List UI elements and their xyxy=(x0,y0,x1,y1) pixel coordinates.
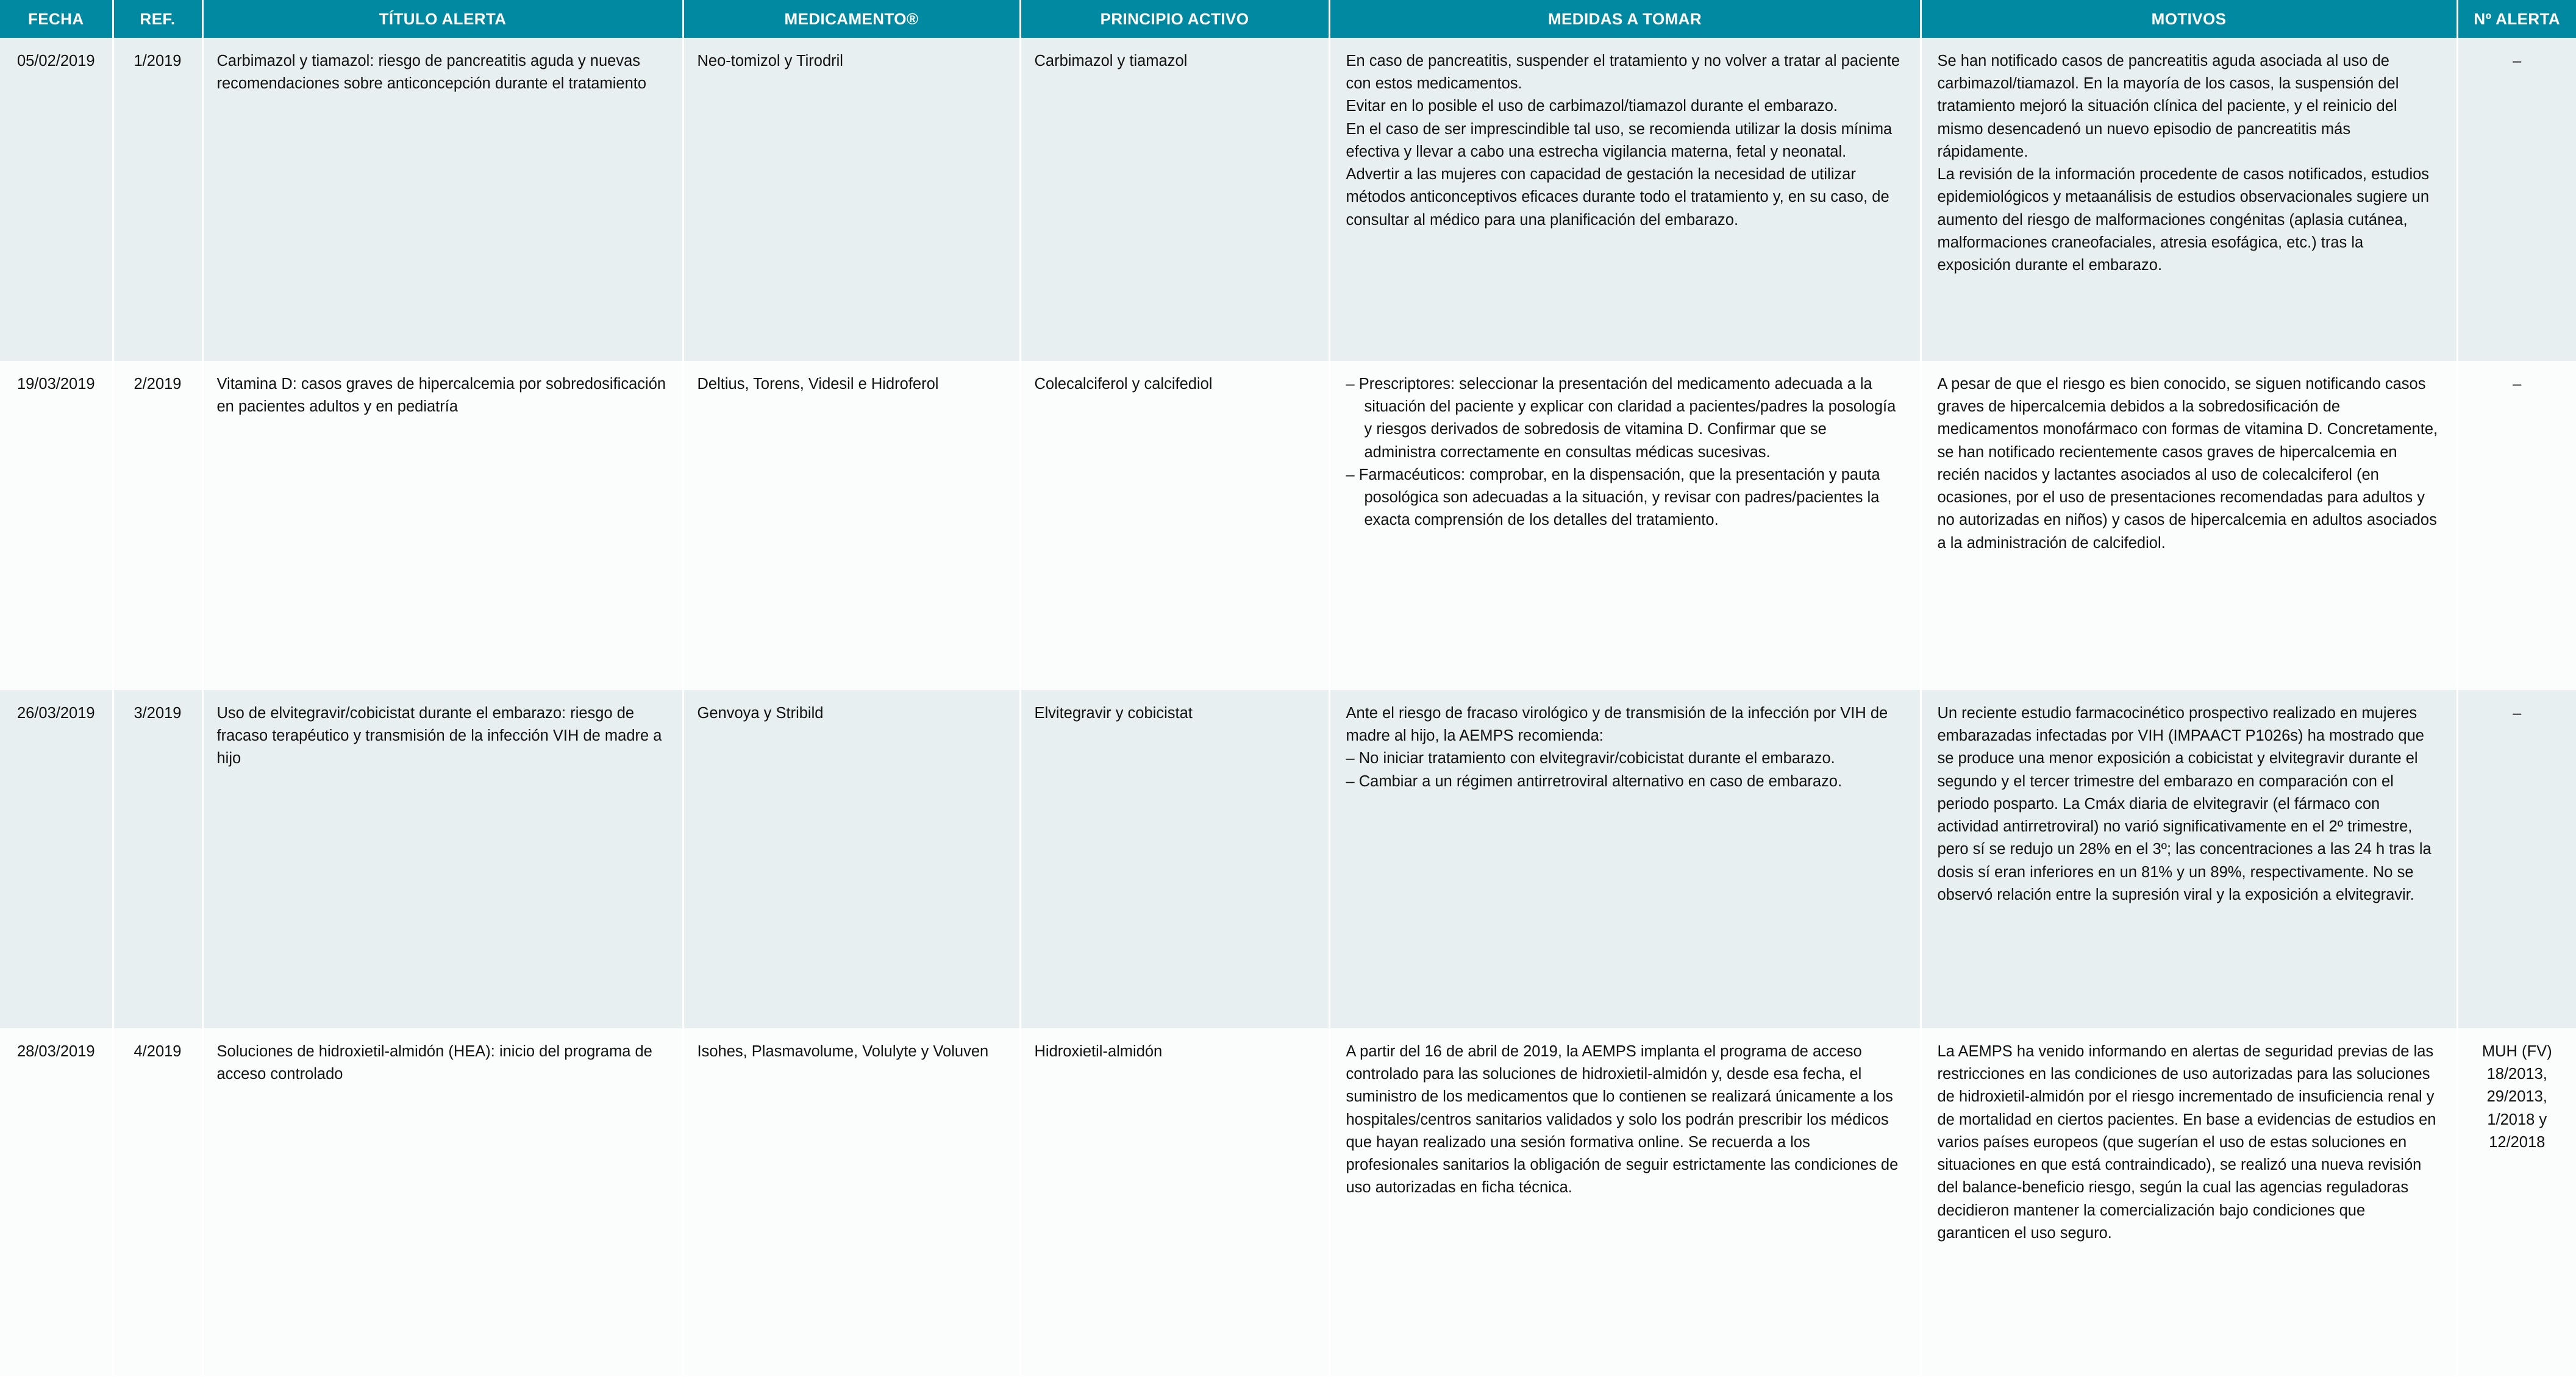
cell-medicamento: Isohes, Plasmavolume, Volulyte y Voluven xyxy=(683,1028,1020,1376)
column-header-medidas: MEDIDAS A TOMAR xyxy=(1329,0,1921,38)
table-row xyxy=(0,38,2576,361)
cell-ref: 3/2019 xyxy=(113,690,202,1028)
medidas-dash-item: – Cambiar a un régimen antirretroviral alternativo en caso de embarazo. xyxy=(1346,772,1843,790)
column-header-ref: REF. xyxy=(113,0,202,38)
motivos-paragraph: La AEMPS ha venido informando en alertas de seguridad previas de las restricciones en las condiciones de uso autorizadas para las soluciones de hidroxietil-almidón por el riesgo incrementado de insuficiencia renal y de mortalidad en ciertos pacientes. En base a evidencias de estudios en varios países europeos (que sugerían el uso de estas soluciones en situaciones en que está contraindicado), se realizó una nueva revisión del balance-beneficio riesgo, según la cual las agencias reguladoras decidieron mantener la comercialización bajo condiciones que garanticen el uso seguro. xyxy=(1937,1043,2436,1242)
motivos-paragraph: A pesar de que el riesgo es bien conocido, se siguen notificando casos graves de hipercalcemia debidos a la sobredosificación de medicamentos monofármaco con formas de vitamina D. Concretamente, se han notificado recientemente casos graves de hipercalcemia en recién nacidos y lactantes asociados al uso de colecalciferol (en ocasiones, por el uso de presentaciones recomendadas para adultos y no autorizadas en niños) y casos de hipercalcemia en adultos asociados a la administración de calcifediol. xyxy=(1937,375,2438,552)
column-header-principio: PRINCIPIO ACTIVO xyxy=(1020,0,1329,38)
cell-medicamento: Deltius, Torens, Videsil e Hidroferol xyxy=(683,361,1020,690)
cell-medidas xyxy=(1329,361,1921,690)
medidas-dash-item: – Prescriptores: seleccionar la presentación del medicamento adecuada a la situación del paciente y explicar con claridad a pacientes/padres la posología y riesgos derivados de sobredosis de vitamina D. Confirmar que se administra correctamente en consultas médicas sucesivas. xyxy=(1346,375,1896,461)
cell-medicamento: Neo-tomizol y Tirodril xyxy=(683,38,1020,361)
column-header-fecha: FECHA xyxy=(0,0,113,38)
cell-medidas xyxy=(1329,1028,1921,1376)
cell-medidas xyxy=(1329,690,1921,1028)
cell-ref: 2/2019 xyxy=(113,361,202,690)
medidas-intro: Ante el riesgo de fracaso virológico y de transmisión de la infección por VIH de madre al hijo, la AEMPS recomienda: xyxy=(1346,705,1888,745)
medidas-paragraph: En caso de pancreatitis, suspender el tratamiento y no volver a tratar al paciente con estos medicamentos. xyxy=(1346,52,1900,93)
motivos-paragraph: La revisión de la información procedente de casos notificados, estudios epidemiológicos y metaanálisis de estudios observacionales sugiere un aumento del riesgo de malformaciones congénitas (aplasia cutánea, malformaciones craneofaciales, atresia esofágica, etc.) tras la exposición durante el embarazo. xyxy=(1937,166,2430,274)
cell-fecha: 28/03/2019 xyxy=(0,1028,113,1376)
medidas-dash-item: – Farmacéuticos: comprobar, en la dispensación, que la presentación y pauta posológica son adecuadas a la situación, y revisar con padres/pacientes la exacta comprensión de los detalles del tratamiento. xyxy=(1346,466,1880,529)
cell-num-alerta: – xyxy=(2457,38,2576,361)
table-header-row xyxy=(0,0,2576,38)
cell-fecha: 26/03/2019 xyxy=(0,690,113,1028)
medidas-dash-item: – No iniciar tratamiento con elvitegravir/cobicistat durante el embarazo. xyxy=(1346,750,1835,767)
cell-medicamento: Genvoya y Stribild xyxy=(683,690,1020,1028)
cell-fecha: 19/03/2019 xyxy=(0,361,113,690)
column-header-motivos: MOTIVOS xyxy=(1921,0,2457,38)
cell-principio: Hidroxietil-almidón xyxy=(1020,1028,1329,1376)
cell-titulo: Uso de elvitegravir/cobicistat durante el embarazo: riesgo de fracaso terapéutico y transmisión de la infección VIH de madre a hijo xyxy=(202,690,683,1028)
cell-titulo: Carbimazol y tiamazol: riesgo de pancreatitis aguda y nuevas recomendaciones sobre anticoncepción durante el tratamiento xyxy=(202,38,683,361)
cell-ref: 4/2019 xyxy=(113,1028,202,1376)
table-row xyxy=(0,361,2576,690)
cell-motivos xyxy=(1921,690,2457,1028)
cell-titulo: Soluciones de hidroxietil-almidón (HEA): inicio del programa de acceso controlado xyxy=(202,1028,683,1376)
medidas-paragraph: A partir del 16 de abril de 2019, la AEMPS implanta el programa de acceso controlado para las soluciones de hidroxietil-almidón y, desde esa fecha, el suministro de los medicamentos que lo contienen se realizará únicamente a los hospitales/centros sanitarios validados y solo los podrán prescribir los médicos que hayan realizado una sesión formativa online. Se recuerda a los profesionales sanitarios la obligación de seguir estrictamente las condiciones de uso autorizadas en ficha técnica. xyxy=(1346,1043,1899,1197)
cell-ref: 1/2019 xyxy=(113,38,202,361)
column-header-num-alerta: Nº ALERTA xyxy=(2457,0,2576,38)
motivos-paragraph: Un reciente estudio farmacocinético prospectivo realizado en mujeres embarazadas infectadas por VIH (IMPAACT P1026s) ha mostrado que se produce una menor exposición a cobicistat y elvitegravir durante el segundo y el tercer trimestre del embarazo en comparación con el periodo posparto. La Cmáx diaria de elvitegravir (el fármaco con actividad antirretroviral) no varió significativamente en el 2º trimestre, pero sí se redujo un 28% en el 3º; las concentraciones a las 24 h tras la dosis sí eran inferiores en un 81% y un 89%, respectivamente. No se observó relación entre la supresión viral y la exposición a elvitegravir. xyxy=(1937,705,2432,903)
cell-principio: Carbimazol y tiamazol xyxy=(1020,38,1329,361)
medidas-paragraph: Advertir a las mujeres con capacidad de gestación la necesidad de utilizar métodos anticonceptivos eficaces durante todo el tratamiento y, en su caso, de consultar al médico para una planificación del embarazo. xyxy=(1346,166,1889,229)
medidas-paragraph: Evitar en lo posible el uso de carbimazol/tiamazol durante el embarazo. xyxy=(1346,98,1838,115)
cell-num-alerta: – xyxy=(2457,690,2576,1028)
cell-motivos xyxy=(1921,361,2457,690)
table-row xyxy=(0,690,2576,1028)
column-header-titulo: TÍTULO ALERTA xyxy=(202,0,683,38)
cell-titulo: Vitamina D: casos graves de hipercalcemia por sobredosificación en pacientes adultos y en pediatría xyxy=(202,361,683,690)
medidas-paragraph: En el caso de ser imprescindible tal uso, se recomienda utilizar la dosis mínima efectiva y llevar a cabo una estrecha vigilancia materna, fetal y neonatal. xyxy=(1346,120,1893,160)
cell-num-alerta: – xyxy=(2457,361,2576,690)
motivos-paragraph: Se han notificado casos de pancreatitis aguda asociada al uso de carbimazol/tiamazol. En la mayoría de los casos, la suspensión del tratamiento mejoró la situación clínica del paciente, y el reinicio del mismo desencadenó un nuevo episodio de pancreatitis más rápidamente. xyxy=(1937,52,2399,160)
cell-motivos xyxy=(1921,1028,2457,1376)
cell-num-alerta: MUH (FV) 18/2013, 29/2013, 1/2018 y 12/2018 xyxy=(2457,1028,2576,1376)
table-row xyxy=(0,1028,2576,1376)
cell-principio: Elvitegravir y cobicistat xyxy=(1020,690,1329,1028)
column-header-medicamento: MEDICAMENTO® xyxy=(683,0,1020,38)
cell-medidas xyxy=(1329,38,1921,361)
cell-fecha: 05/02/2019 xyxy=(0,38,113,361)
cell-principio: Colecalciferol y calcifediol xyxy=(1020,361,1329,690)
cell-motivos xyxy=(1921,38,2457,361)
